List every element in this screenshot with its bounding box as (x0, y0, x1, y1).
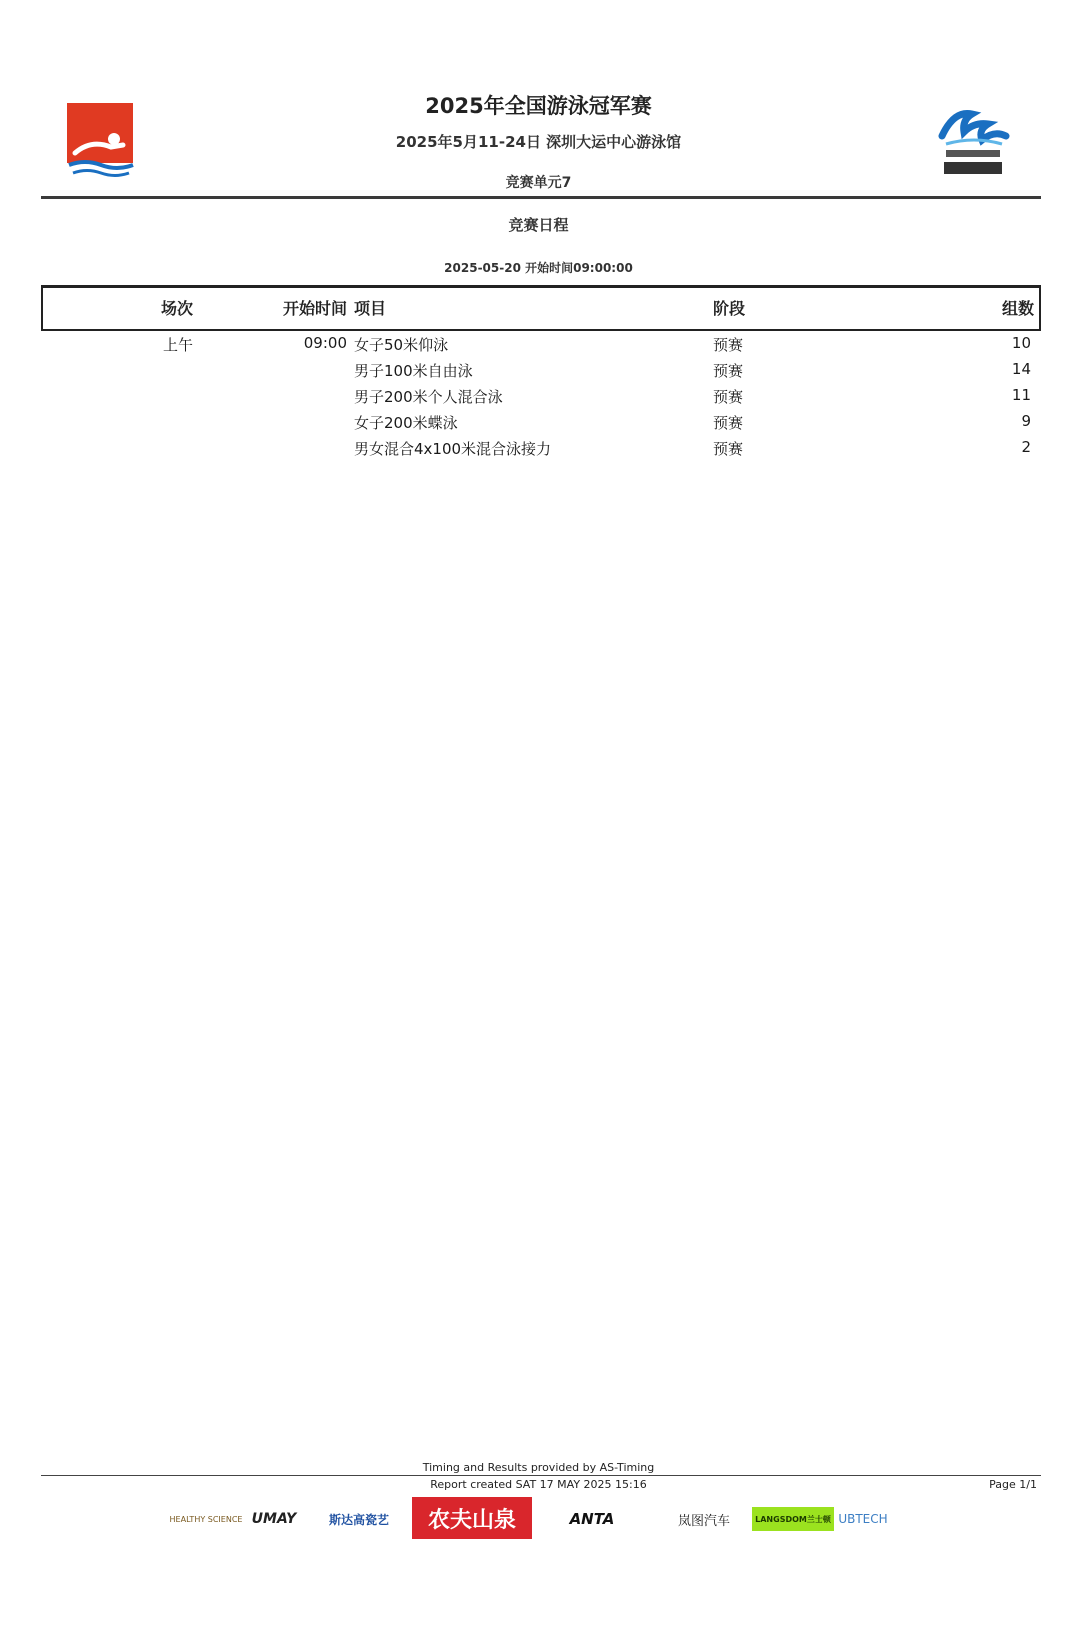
header-divider (41, 196, 1041, 199)
sponsor-ubtech-logo: UBTECH (838, 1512, 888, 1526)
cell-phase: 预赛 (713, 440, 744, 458)
header-phase: 阶段 (713, 299, 746, 318)
cell-phase: 预赛 (713, 414, 744, 432)
table-row (0, 409, 1077, 435)
championship-title: 2025年全国游泳冠军赛 (425, 94, 652, 118)
cell-heats: 14 (1011, 360, 1031, 378)
cell-phase: 预赛 (713, 388, 744, 406)
sponsor-voyah-logo: 岚图汽车 (677, 1513, 730, 1529)
table-row (0, 331, 1077, 357)
table-row (0, 357, 1077, 383)
cell-event: 女子50米仰泳 (354, 336, 449, 354)
cell-phase: 预赛 (713, 336, 744, 354)
competition-unit: 竞赛单元7 (505, 175, 572, 191)
date-venue-line: 2025年5月11-24日 深圳大运中心游泳馆 (395, 133, 682, 151)
report-created-line: Report created SAT 17 MAY 2025 15:16 (430, 1478, 647, 1491)
sponsor-langsdom-logo: LANGSDOM兰士顿 (752, 1507, 834, 1531)
header-session: 场次 (160, 299, 193, 318)
cell-event: 女子200米蝶泳 (354, 414, 458, 432)
header-start-time: 开始时间 (282, 299, 347, 318)
table-row (0, 383, 1077, 409)
sponsor-nongfu-spring-logo: 农夫山泉 (412, 1497, 532, 1539)
cell-event: 男女混合4x100米混合泳接力 (354, 440, 552, 458)
cell-start-time: 09:00 (303, 334, 347, 352)
timing-provider-note: Timing and Results provided by AS-Timing (422, 1461, 655, 1474)
header-event: 项目 (354, 299, 387, 318)
header-heats: 组数 (1001, 299, 1034, 318)
cell-heats: 2 (1021, 438, 1031, 456)
page-number: Page 1/1 (989, 1478, 1037, 1491)
cell-heats: 11 (1011, 386, 1031, 404)
sponsor-sida-logo: 斯达高瓷艺 (328, 1512, 389, 1527)
cell-event: 男子200米个人混合泳 (354, 388, 503, 406)
table-row (0, 435, 1077, 461)
schedule-title: 竞赛日程 (508, 216, 569, 234)
cell-phase: 预赛 (713, 362, 744, 380)
cell-heats: 9 (1021, 412, 1031, 430)
schedule-table-body (0, 331, 1077, 461)
sponsor-healthy-science-logo: HEALTHY SCIENCE (169, 1514, 243, 1524)
cell-heats: 10 (1011, 334, 1031, 352)
sponsor-umay-logo: UMAY (251, 1511, 297, 1527)
footer-divider (41, 1475, 1041, 1476)
cell-event: 男子100米自由泳 (354, 362, 473, 380)
sponsor-anta-logo: ANTA (569, 1510, 615, 1528)
cell-session: 上午 (162, 336, 193, 354)
schedule-date-line: 2025-05-20 开始时间09:00:00 (444, 261, 633, 275)
